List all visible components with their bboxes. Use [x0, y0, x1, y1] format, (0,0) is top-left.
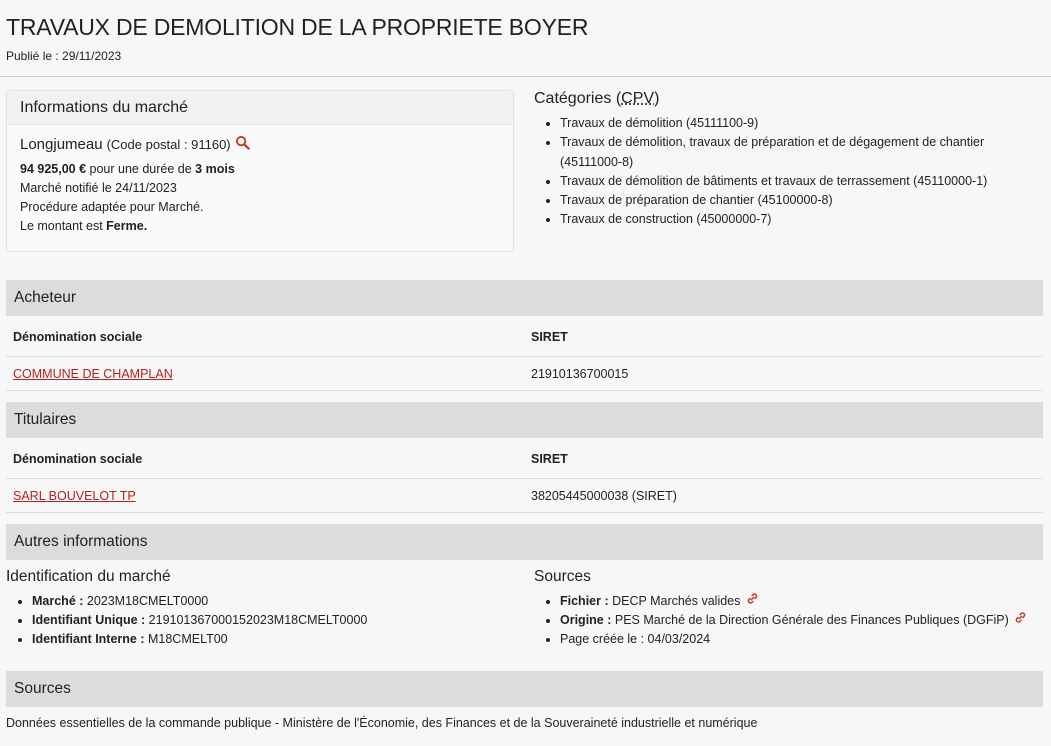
holder-siret-cell: 38205445000038 (SIRET) — [531, 488, 677, 503]
list-item — [32, 630, 506, 649]
holders-table — [6, 440, 1043, 513]
chain-link-icon — [746, 592, 759, 605]
list-item — [32, 611, 506, 630]
postal-code: (Code postal : 91160) — [106, 137, 231, 152]
buyer-name-link[interactable]: COMMUNE DE CHAMPLAN — [13, 366, 173, 381]
amount-type-value: Ferme. — [106, 219, 148, 233]
table-header-row — [6, 440, 1043, 479]
category-item: • Travaux de préparation de chantier (45100000-8) — [560, 191, 1034, 210]
amount-value: 94 925,00 € — [20, 162, 87, 176]
city-name: Longjumeau — [20, 136, 103, 153]
published-date: Publié le : 29/11/2023 — [6, 49, 122, 63]
amount-line — [20, 160, 500, 179]
holder-name-link[interactable]: SARL BOUVELOT TP — [13, 488, 136, 503]
col-siret-header: SIRET — [531, 330, 568, 344]
item-value: M18CMELT00 — [144, 632, 228, 646]
list-item — [32, 592, 506, 611]
file-label: Fichier : — [560, 594, 609, 608]
buyer-table — [6, 318, 1043, 391]
sources-info-section — [534, 568, 1044, 649]
holders-heading: Titulaires — [6, 402, 1043, 438]
item-label: Marché : — [32, 594, 84, 608]
list-item — [560, 592, 1044, 611]
buyer-siret-cell: 21910136700015 — [531, 366, 629, 381]
city-line — [20, 135, 500, 154]
category-item: • Travaux de construction (45000000-7) — [560, 210, 1034, 229]
categories-heading — [534, 90, 1034, 108]
chain-link-icon — [1014, 611, 1027, 624]
magnifier-icon — [235, 135, 250, 150]
item-value: 2023M18CMELT0000 — [83, 594, 209, 608]
amount-type-prefix: Le montant est — [20, 219, 107, 233]
origin-value: PES Marché de la Direction Générale des Finances Publiques (DGFiP) — [611, 613, 1009, 627]
col-name-header: Dénomination sociale — [13, 452, 143, 466]
category-item: • Travaux de démolition de bâtiments et travaux de terrassement (45110000-1) — [560, 172, 1034, 191]
amount-type-line — [20, 217, 500, 236]
identification-section — [6, 568, 506, 649]
market-info-card — [6, 90, 514, 252]
market-info-body — [7, 125, 513, 246]
market-info-heading: Informations du marché — [7, 91, 513, 125]
list-item — [560, 611, 1044, 630]
identification-heading: Identification du marché — [6, 568, 171, 585]
file-value: DECP Marchés valides — [608, 594, 741, 608]
table-header-row — [6, 318, 1043, 357]
procedure-line: Procédure adaptée pour Marché. — [20, 200, 204, 214]
col-siret-header: SIRET — [531, 452, 568, 466]
duration-prefix: pour une durée de — [86, 162, 196, 176]
category-item: • Travaux de démolition, travaux de préparation et de dégagement de chantier (45111000-8) — [560, 133, 1034, 172]
table-row — [6, 479, 1043, 513]
holder-name-cell — [6, 489, 524, 503]
notified-line: Marché notifié le 24/11/2023 — [20, 181, 177, 195]
col-name-header: Dénomination sociale — [13, 330, 143, 344]
duration-value: 3 mois — [195, 162, 235, 176]
categories-list — [534, 114, 1034, 230]
category-item: • Travaux de démolition (45111100-9) — [560, 114, 1034, 133]
other-info-heading: Autres informations — [6, 524, 1043, 560]
origin-label: Origine : — [560, 613, 612, 627]
categories-heading-suffix: ) — [654, 90, 660, 107]
file-link-icon[interactable] — [742, 594, 758, 608]
item-label: Identifiant Unique : — [32, 613, 146, 627]
list-item: • Page créée le : 04/03/2024 — [560, 630, 1044, 649]
sources-list — [534, 592, 1044, 649]
categories-heading-prefix: Catégories ( — [534, 90, 622, 107]
cpv-abbr: CPV — [621, 90, 655, 107]
sources-info-heading: Sources — [534, 568, 591, 585]
buyer-heading: Acheteur — [6, 280, 1043, 316]
origin-link-icon[interactable] — [1011, 613, 1027, 627]
search-icon[interactable] — [235, 135, 250, 154]
header-divider — [0, 76, 1051, 77]
page-title: TRAVAUX DE DEMOLITION DE LA PROPRIETE BOYER — [6, 14, 589, 40]
item-value: 219101367000152023M18CMELT0000 — [145, 613, 368, 627]
buyer-name-cell — [6, 367, 524, 381]
item-label: Identifiant Interne : — [32, 632, 145, 646]
categories-section — [534, 90, 1034, 230]
table-row — [6, 357, 1043, 391]
sources-heading: Sources — [6, 671, 1043, 707]
identification-list — [6, 592, 506, 649]
sources-text: Données essentielles de la commande publique - Ministère de l'Économie, des Finances et de la Souveraineté industrielle et numérique — [6, 716, 758, 730]
